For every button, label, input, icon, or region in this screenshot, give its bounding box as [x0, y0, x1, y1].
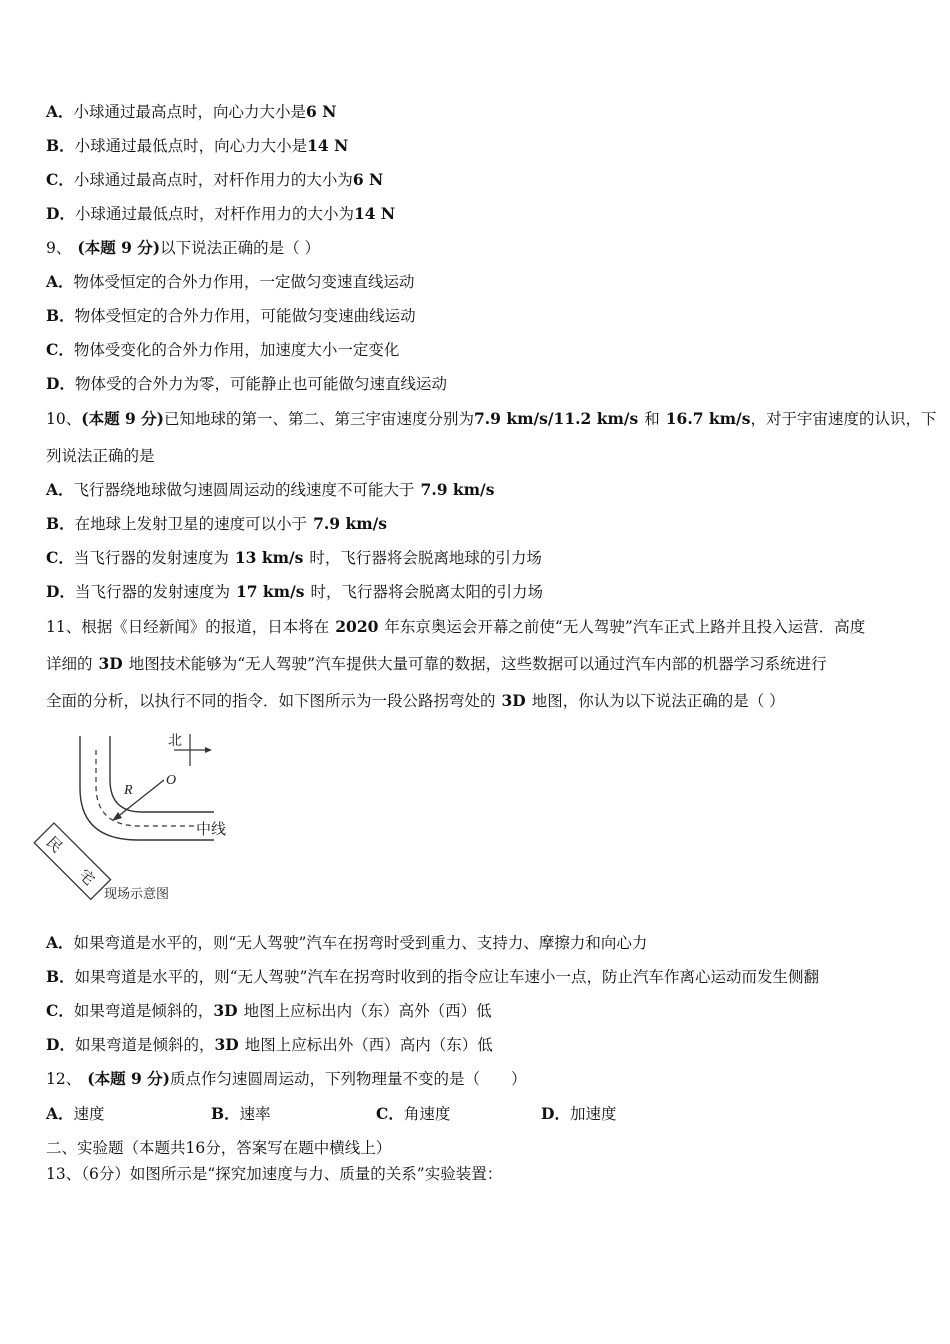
q11-option-a: A．如果弯道是水平的，则“无人驾驶”汽车在拐弯时受到重力、支持力、摩擦力和向心力: [46, 933, 648, 952]
q11-option-d: D．如果弯道是倾斜的，3D 地图上应标出外（西）高内（东）低: [46, 1035, 493, 1054]
road-inner-edge: [110, 736, 214, 812]
q13-stem: 13、（6分）如图所示是“探究加速度与力、质量的关系”实验装置：: [46, 1165, 503, 1183]
q10-option-b: B．在地球上发射卫星的速度可以小于 7.9 km/s: [46, 514, 388, 533]
q9-stem: 9、 (本题 9 分)以下说法正确的是（ ）: [46, 238, 321, 257]
center-label: O: [166, 773, 177, 788]
road-curve-figure: [42, 728, 236, 906]
residential-label-1: 民: [42, 833, 66, 857]
road-outer-edge: [80, 736, 214, 840]
q12-options: [46, 1104, 616, 1124]
figure-caption: 现场示意图: [104, 886, 170, 901]
q11-option-b: B．如果弯道是水平的，则“无人驾驶”汽车在拐弯时收到的指令应让车速小一点，防止汽车作离心运动而发生侧翻: [46, 967, 819, 986]
residential-block: [34, 823, 110, 899]
north-label: 北: [168, 732, 182, 748]
residential-label-2: 宅: [75, 866, 98, 889]
radius-arrow-head: [112, 812, 122, 821]
q9-option-b: B．物体受恒定的合外力作用，可能做匀变速曲线运动: [46, 306, 416, 325]
radius-label: R: [124, 783, 133, 798]
q8-option-d: D．小球通过最低点时，对杆作用力的大小为14 N: [46, 204, 396, 223]
q9-option-d: D．物体受的合外力为零，可能静止也可能做匀速直线运动: [46, 374, 447, 393]
q12-option-a: A．速度: [46, 1104, 105, 1123]
midline-label: 中线: [196, 821, 227, 838]
q8-option-b: B．小球通过最低点时，向心力大小是14 N: [46, 136, 349, 155]
q12-option-d: D．加速度: [541, 1104, 617, 1123]
north-arrow-head: [205, 747, 212, 753]
q10-stem: 10、(本题 9 分)已知地球的第一、第二、第三宇宙速度分别为7.9 km/s/11.2 km/s 和 16.7 km/s，对于宇宙速度的认识，下: [46, 409, 937, 428]
section-2-title: 二、实验题（本题共16分，答案写在题中横线上）: [46, 1139, 392, 1157]
q12-option-b: B．速率: [211, 1104, 271, 1123]
q11-stem-line1: 11、根据《日经新闻》的报道，日本将在 2020 年东京奥运会开幕之前使“无人驾驶”汽车正式上路并且投入运营．高度: [46, 617, 866, 636]
q10-option-d: D．当飞行器的发射速度为 17 km/s 时，飞行器将会脱离太阳的引力场: [46, 582, 543, 601]
q12-stem: 12、 (本题 9 分)质点作匀速圆周运动，下列物理量不变的是（ ）: [46, 1069, 527, 1088]
q10-stem-line2: 列说法正确的是: [46, 447, 155, 465]
q10-option-c: C．当飞行器的发射速度为 13 km/s 时，飞行器将会脱离地球的引力场: [46, 548, 542, 567]
q9-option-c: C．物体受变化的合外力作用，加速度大小一定变化: [46, 340, 400, 359]
q12-option-c: C．角速度: [376, 1104, 451, 1123]
q8-option-c: C．小球通过最高点时，对杆作用力的大小为6 N: [46, 170, 384, 189]
q9-option-a: A．物体受恒定的合外力作用，一定做匀变速直线运动: [46, 272, 415, 291]
q11-option-c: C．如果弯道是倾斜的，3D 地图上应标出内（东）高外（西）低: [46, 1001, 492, 1020]
q11-stem-line3: 全面的分析，以执行不同的指令．如下图所示为一段公路拐弯处的 3D 地图，你认为以下说法正确的是（ ）: [46, 691, 785, 710]
q8-option-a: A．小球通过最高点时，向心力大小是6 N: [46, 102, 337, 121]
residential-block-outline: [34, 823, 110, 899]
q11-stem-line2: 详细的 3D 地图技术能够为“无人驾驶”汽车提供大量可靠的数据，这些数据可以通过汽车内部的机器学习系统进行: [46, 654, 827, 673]
q10-option-a: A．飞行器绕地球做匀速圆周运动的线速度不可能大于 7.9 km/s: [46, 480, 495, 499]
